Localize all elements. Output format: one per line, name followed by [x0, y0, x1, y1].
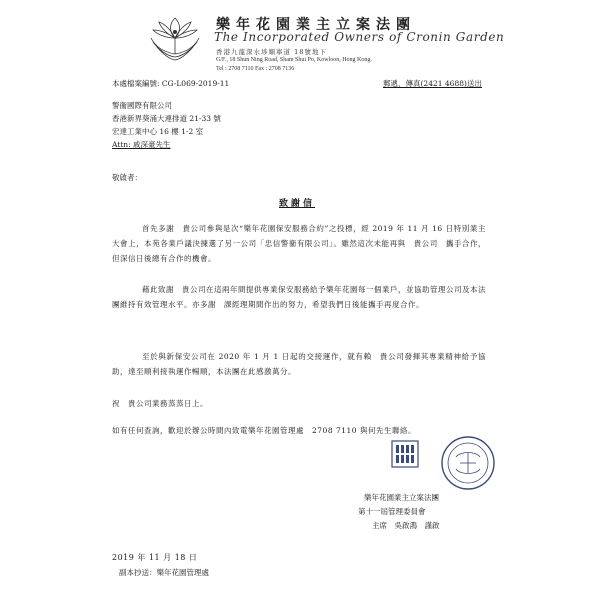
signature-block: [344, 491, 440, 533]
paragraph-5: 如有任何查詢，歡迎於辦公時間內致電樂年花園管理處 2708 7110 與何先生聯絡。: [112, 426, 416, 435]
letter-date: 2019 年 11 月 18 日: [112, 553, 198, 562]
salutation: 敬啟者：: [112, 173, 142, 182]
signature-committee: 第十一屆管理委員會: [358, 507, 426, 516]
flower-hands-logo-icon: [145, 12, 205, 64]
signature-chairman: 主席 吳啟鴻 謹啟: [372, 521, 440, 530]
recipient-address-line1: 香港新界葵涌大連排道 21-33 號: [112, 114, 221, 123]
file-reference: 本處檔案編號: CG-L069-2019-11: [112, 79, 230, 88]
org-title-zh: 樂年花園業主立案法團: [216, 17, 416, 33]
delivery-method: 郵遞、傳真(2421 4688)送出: [383, 79, 482, 88]
contact-line: Tel : 2708 7110 Fax : 2708 7136: [216, 66, 295, 72]
signature-org: 樂年花園業主立案法團: [364, 493, 439, 502]
carbon-copy: 副本抄送：樂年花園管理處: [119, 568, 209, 577]
recipient-block: [112, 99, 221, 151]
letter-title: 致謝信: [278, 199, 315, 209]
org-title-en: The Incorporated Owners of Cronin Garden: [214, 30, 505, 44]
paragraph-3: 至於與新保安公司在 2020 年 1 月 1 日起的交接運作，就有賴 貴公司發揮其專業精神給予協助，達至順利接執運作暢順，本法團在此感激萬分。: [112, 352, 486, 376]
paragraph-2: 藉此致謝 貴公司在這兩年間提供專業保安服務給予樂年花園每一個業戶，並協助管理公司及本法團維持有效管理水平。亦多謝 課經理期間作出的努力，希望我們日後能攜手再度合作。: [112, 285, 486, 309]
paragraph-1: 首先多謝 貴公司參與是次“樂年花園保安服務合約”之投標，經 2019 年 11 月 16 日特別業主大會上，本苑各業戶議決揀選了另一公司「忠信警衞有限公司」。雖然這次未能再與 貴公司 攜手合作，但深信日後總有合作的機會。: [112, 224, 486, 263]
address-en: G/F., 18 Shun Ning Road, Sham Shui Po, Kowloon, Hong Kong.: [216, 57, 372, 63]
recipient-address-line2: 宏達工業中心 16 樓 1-2 室: [112, 127, 204, 136]
address-zh: 香港九龍深水埗順寧道 18號地下: [216, 48, 327, 56]
recipient-attn: Attn: 戚深豪先生: [112, 140, 171, 149]
recipient-company: 警衞國際有限公司: [112, 101, 172, 110]
paragraph-4: 祝 貴公司業務蒸蒸日上。: [112, 399, 208, 408]
